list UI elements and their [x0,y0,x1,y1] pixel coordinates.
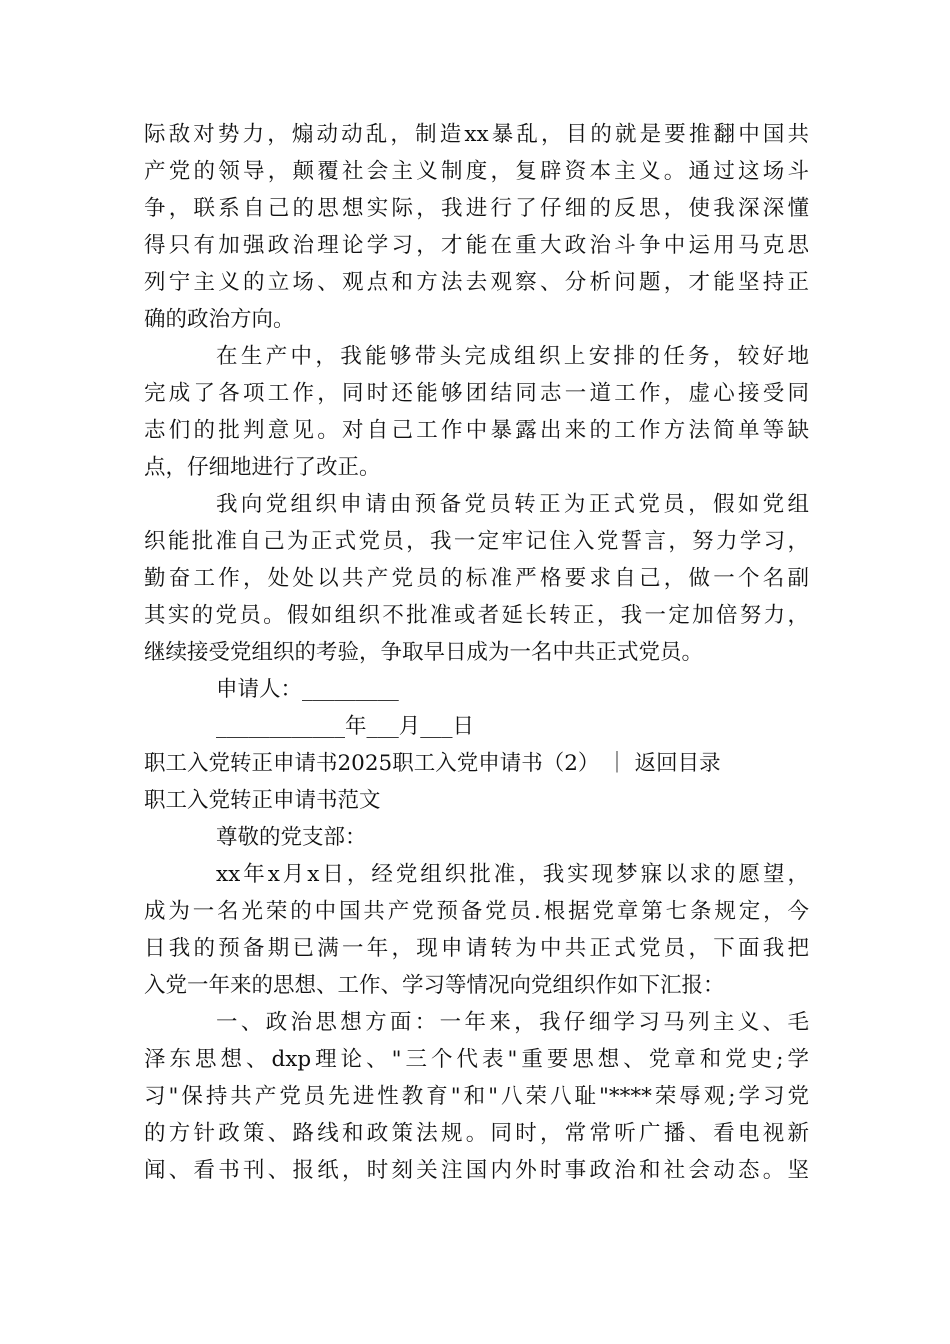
text-line: 入党一年来的思想、工作、学习等情况向党组织作如下汇报： [144,973,725,998]
document-body [144,116,809,1189]
text-line: 闻、看书刊、报纸，时刻关注国内外时事政治和社会动态。坚 [144,1158,809,1183]
text-line: 列宁主义的立场、观点和方法去观察、分析问题，才能坚持正 [144,270,809,295]
text-line: 在生产中，我能够带头完成组织上安排的任务，较好地 [216,344,809,369]
text-line: 产党的领导，颠覆社会主义制度，复辟资本主义。通过这场斗 [144,159,809,184]
text-line: xx年x月x日，经党组织批准，我实现梦寐以求的愿望， [216,862,809,887]
text-line: 争，联系自己的思想实际，我进行了仔细的反思，使我深深懂 [144,196,809,221]
text-line: 成为一名光荣的中国共产党预备党员.根据党章第七条规定，今 [144,899,809,924]
text-line: 完成了各项工作，同时还能够团结同志一道工作，虚心接受同 [144,381,809,406]
text-line: 点，仔细地进行了改正。 [144,455,381,480]
text-line: 习"保持共产党员先进性教育"和"八荣八耻"****荣辱观;学习党 [144,1084,809,1109]
text-line: ____________年___月___日 [216,714,475,739]
text-line: 一、政治思想方面：一年来，我仔细学习马列主义、毛 [216,1010,809,1035]
text-line: 申请人：_________ [216,677,399,702]
text-line: 织能批准自己为正式党员，我一定牢记住入党誓言，努力学习， [144,529,809,554]
text-line: 得只有加强政治理论学习，才能在重大政治斗争中运用马克思 [144,233,809,258]
text-line: 日我的预备期已满一年，现申请转为中共正式党员，下面我把 [144,936,809,961]
text-line: 泽东思想、dxp理论、"三个代表"重要思想、党章和党史;学 [144,1047,809,1072]
text-line: 勤奋工作，处处以共产党员的标准严格要求自己，做一个名副 [144,566,809,591]
text-line: 其实的党员。假如组织不批准或者延长转正，我一定加倍努力， [144,603,809,628]
text-line: 职工入党转正申请书2025职工入党申请书（2） ｜ 返回目录 [144,751,721,776]
text-line: 际敌对势力，煽动动乱，制造xx暴乱，目的就是要推翻中国共 [144,122,809,147]
text-line: 的方针政策、路线和政策法规。同时，常常听广播、看电视新 [144,1121,809,1146]
text-line: 尊敬的党支部： [216,825,367,850]
text-line: 继续接受党组织的考验，争取早日成为一名中共正式党员。 [144,640,704,665]
text-line: 我向党组织申请由预备党员转正为正式党员，假如党组 [216,492,809,517]
text-line: 确的政治方向。 [144,307,295,332]
text-line: 志们的批判意见。对自己工作中暴露出来的工作方法简单等缺 [144,418,809,443]
text-line: 职工入党转正申请书范文 [144,788,381,813]
